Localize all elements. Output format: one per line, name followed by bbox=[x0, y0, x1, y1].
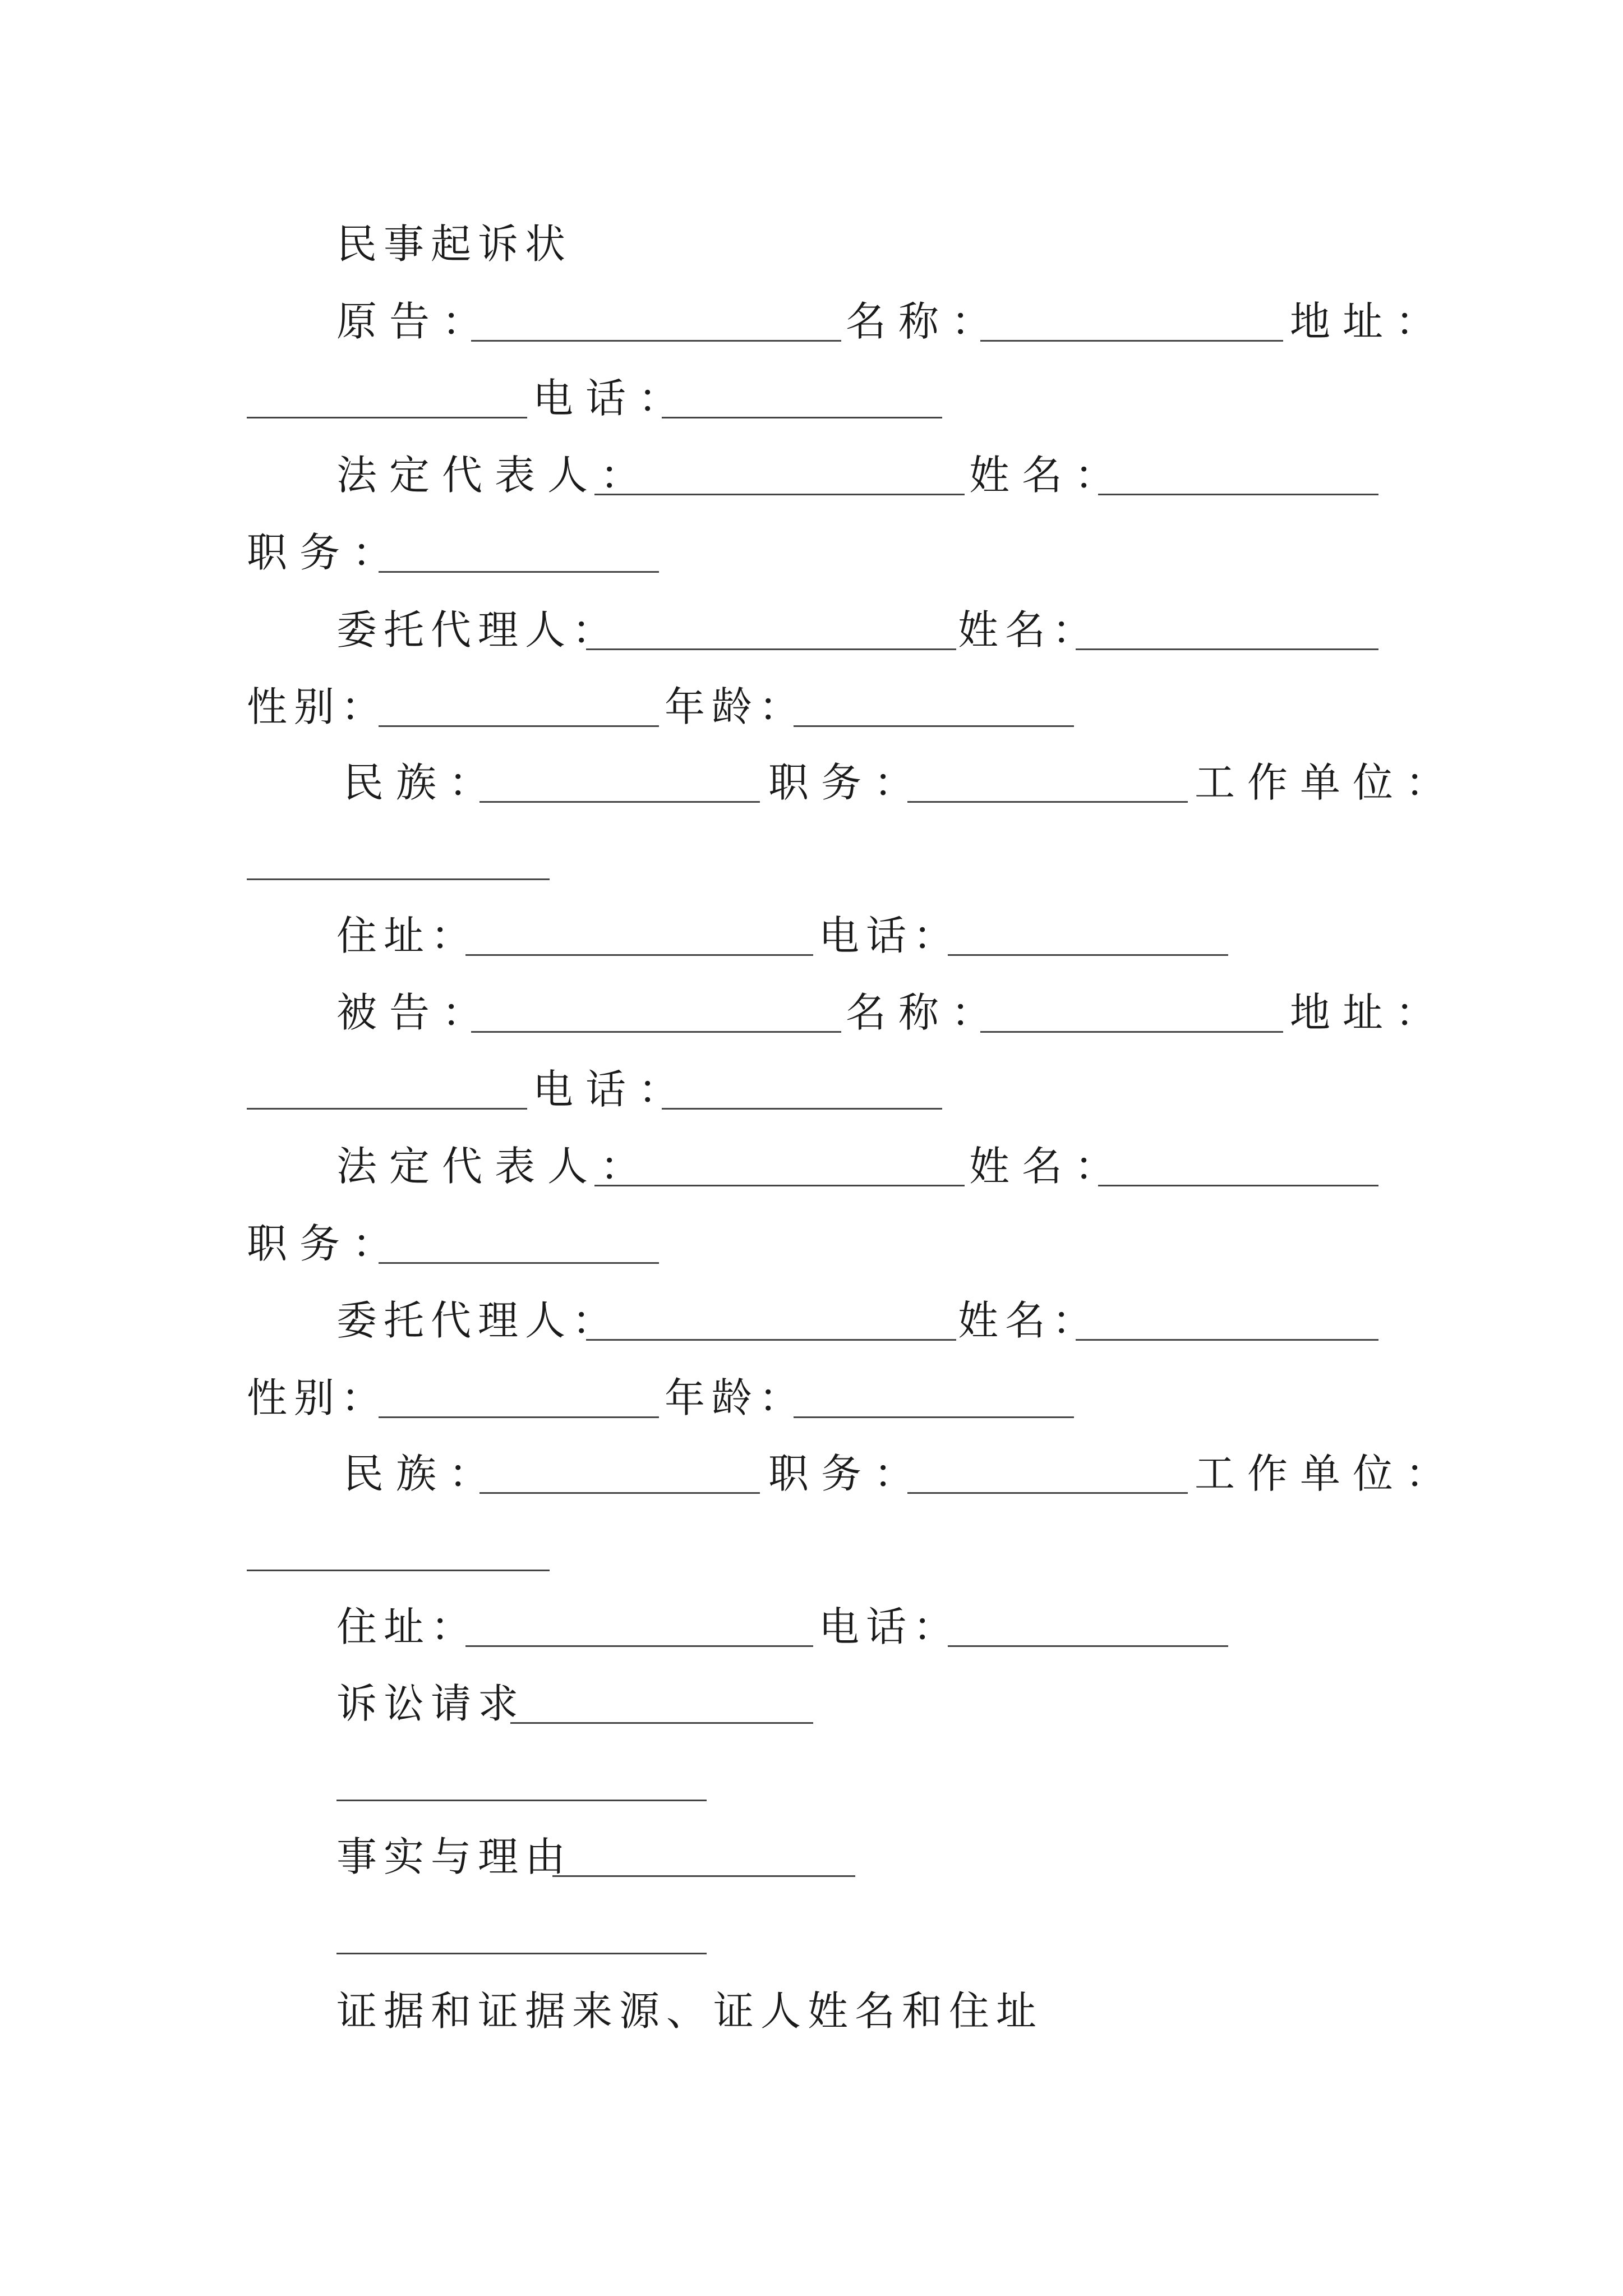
plaintiff-gender-label: 性别： bbox=[247, 683, 389, 730]
defendant-agent-label: 委托代理人： bbox=[336, 1297, 620, 1344]
plaintiff-agent-phone-blank[interactable] bbox=[948, 954, 1228, 956]
plaintiff-agent-label: 委托代理人： bbox=[336, 606, 620, 654]
defendant-age-blank[interactable] bbox=[794, 1416, 1074, 1418]
plaintiff-agent-blank[interactable] bbox=[586, 648, 956, 650]
defendant-agent-position-label: 职务： bbox=[768, 1450, 927, 1497]
defendant-agent-phone-label: 电话： bbox=[819, 1603, 961, 1650]
defendant-address-label: 地址： bbox=[1290, 989, 1449, 1036]
plaintiff-agent-position-label: 职务： bbox=[768, 759, 927, 806]
defendant-label: 被告： bbox=[336, 989, 495, 1036]
plaintiff-legal-rep-label: 法定代表人： bbox=[336, 452, 653, 499]
plaintiff-agent-phone-label: 电话： bbox=[819, 912, 961, 959]
plaintiff-label: 原告： bbox=[336, 298, 495, 345]
facts-label: 事实与理由 bbox=[336, 1833, 573, 1880]
defendant-phone-label: 电话： bbox=[533, 1066, 691, 1113]
plaintiff-employer-label: 工作单位： bbox=[1195, 759, 1459, 806]
defendant-blank[interactable] bbox=[471, 1031, 841, 1033]
defendant-employer-blank[interactable] bbox=[247, 1570, 550, 1571]
defendant-age-label: 年龄： bbox=[665, 1374, 806, 1421]
plaintiff-address-label: 地址： bbox=[1290, 298, 1449, 345]
evidence-label: 证据和证据来源、证人姓名和住址 bbox=[336, 1987, 1044, 2035]
defendant-gender-blank[interactable] bbox=[379, 1416, 659, 1418]
defendant-legal-rep-blank[interactable] bbox=[594, 1185, 965, 1186]
defendant-legal-rep-name-blank[interactable] bbox=[1098, 1185, 1378, 1186]
defendant-agent-name-label: 姓名： bbox=[958, 1297, 1100, 1344]
defendant-legal-rep-name-label: 姓名： bbox=[969, 1143, 1128, 1190]
defendant-name-label: 名称： bbox=[846, 989, 1004, 1036]
defendant-employer-label: 工作单位： bbox=[1195, 1450, 1459, 1497]
defendant-ethnicity-label: 民族： bbox=[343, 1450, 502, 1497]
defendant-agent-blank[interactable] bbox=[586, 1339, 956, 1341]
defendant-ethnicity-blank[interactable] bbox=[479, 1492, 760, 1494]
defendant-agent-phone-blank[interactable] bbox=[948, 1645, 1228, 1647]
plaintiff-agent-position-blank[interactable] bbox=[907, 801, 1188, 803]
plaintiff-phone-blank[interactable] bbox=[662, 417, 942, 418]
plaintiff-agent-name-blank[interactable] bbox=[1076, 648, 1378, 650]
defendant-residence-blank[interactable] bbox=[465, 1645, 813, 1647]
claims-label: 诉讼请求 bbox=[336, 1680, 525, 1727]
defendant-name-blank[interactable] bbox=[980, 1031, 1283, 1033]
facts-continuation-blank[interactable] bbox=[336, 1953, 707, 1954]
defendant-phone-blank[interactable] bbox=[662, 1108, 942, 1110]
plaintiff-agent-name-label: 姓名： bbox=[958, 606, 1100, 654]
plaintiff-legal-rep-position-label: 职务： bbox=[247, 529, 405, 576]
plaintiff-residence-blank[interactable] bbox=[465, 954, 813, 956]
plaintiff-ethnicity-label: 民族： bbox=[343, 759, 502, 806]
defendant-legal-rep-position-label: 职务： bbox=[247, 1220, 405, 1267]
plaintiff-phone-label: 电话： bbox=[533, 375, 691, 422]
plaintiff-name-blank[interactable] bbox=[980, 340, 1283, 342]
plaintiff-ethnicity-blank[interactable] bbox=[479, 801, 760, 803]
plaintiff-legal-rep-name-blank[interactable] bbox=[1098, 494, 1378, 495]
defendant-gender-label: 性别： bbox=[247, 1374, 389, 1421]
plaintiff-employer-blank[interactable] bbox=[247, 878, 550, 880]
plaintiff-name-label: 名称： bbox=[846, 298, 1004, 345]
defendant-agent-name-blank[interactable] bbox=[1076, 1339, 1378, 1341]
plaintiff-address-blank[interactable] bbox=[247, 417, 527, 418]
defendant-agent-position-blank[interactable] bbox=[907, 1492, 1188, 1494]
defendant-address-blank[interactable] bbox=[247, 1108, 527, 1110]
defendant-residence-label: 住址： bbox=[336, 1603, 478, 1650]
claims-blank[interactable] bbox=[510, 1722, 813, 1724]
plaintiff-gender-blank[interactable] bbox=[379, 725, 659, 727]
plaintiff-legal-rep-position-blank[interactable] bbox=[379, 571, 659, 573]
claims-continuation-blank[interactable] bbox=[336, 1800, 707, 1801]
plaintiff-blank[interactable] bbox=[471, 340, 841, 342]
document-title: 民事起诉状 bbox=[336, 220, 573, 268]
facts-blank[interactable] bbox=[552, 1875, 855, 1877]
plaintiff-age-blank[interactable] bbox=[794, 725, 1074, 727]
defendant-legal-rep-position-blank[interactable] bbox=[379, 1262, 659, 1264]
plaintiff-legal-rep-name-label: 姓名： bbox=[969, 452, 1128, 499]
plaintiff-legal-rep-blank[interactable] bbox=[594, 494, 965, 495]
plaintiff-age-label: 年龄： bbox=[665, 683, 806, 730]
defendant-legal-rep-label: 法定代表人： bbox=[336, 1143, 653, 1190]
plaintiff-residence-label: 住址： bbox=[336, 912, 478, 959]
